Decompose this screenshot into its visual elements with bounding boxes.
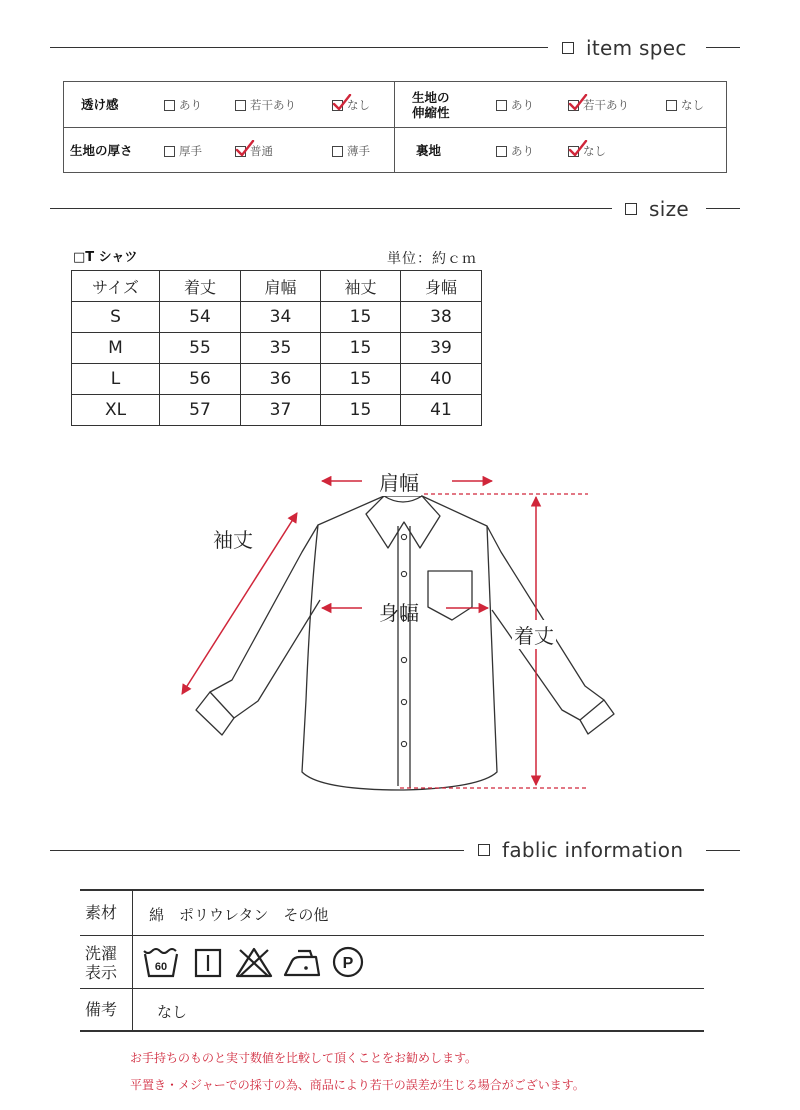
item-spec-table bbox=[63, 81, 727, 173]
no-bleach-icon bbox=[234, 945, 274, 979]
table-cell: 57 bbox=[160, 395, 241, 426]
care-label: 洗濯 表示 bbox=[85, 944, 118, 982]
spec-label-lining: 裏地 bbox=[416, 143, 442, 158]
option-lining-yes[interactable]: あり bbox=[496, 143, 534, 159]
material-value: 綿 ポリウレタン その他 bbox=[149, 906, 329, 924]
spec-label-thickness: 生地の厚さ bbox=[70, 143, 133, 158]
header-size: サイズ bbox=[72, 271, 160, 302]
table-cell: 15 bbox=[321, 302, 401, 333]
unit-label: 単位：約ｃｍ bbox=[387, 251, 477, 267]
label-sleeve-length: 袖丈 bbox=[213, 528, 253, 552]
option-stretch-slight[interactable]: 若干あり bbox=[568, 97, 629, 113]
table-cell: 41 bbox=[401, 395, 482, 426]
checkbox-icon[interactable] bbox=[164, 146, 175, 157]
table-cell: 15 bbox=[321, 333, 401, 364]
footer-note-1: お手持ちのものと実寸数値を比較して頂くことをお勧めします。 bbox=[130, 1051, 478, 1065]
tumble-dry-icon bbox=[193, 945, 223, 979]
option-stretch-yes[interactable]: あり bbox=[496, 97, 534, 113]
table-cell: 15 bbox=[321, 364, 401, 395]
table-cell: 56 bbox=[160, 364, 241, 395]
notes-label: 備考 bbox=[85, 1000, 118, 1019]
size-table-header bbox=[72, 271, 482, 302]
square-icon bbox=[625, 203, 637, 215]
table-cell: M bbox=[72, 333, 160, 364]
checkbox-icon[interactable] bbox=[332, 146, 343, 157]
size-table bbox=[71, 270, 482, 426]
spec-label-stretch: 生地の 伸縮性 bbox=[412, 90, 450, 120]
header-sleeve: 袖丈 bbox=[321, 271, 401, 302]
table-row bbox=[72, 302, 482, 333]
header-length: 着丈 bbox=[160, 271, 241, 302]
header-width: 身幅 bbox=[401, 271, 482, 302]
checkbox-checked-icon[interactable] bbox=[235, 146, 246, 157]
table-cell: 40 bbox=[401, 364, 482, 395]
iron-icon bbox=[282, 945, 326, 979]
size-heading: size bbox=[625, 197, 689, 221]
table-cell: 54 bbox=[160, 302, 241, 333]
table-cell: 36 bbox=[241, 364, 321, 395]
label-shoulder-width: 肩幅 bbox=[377, 467, 421, 496]
wash-temp: 60 bbox=[154, 961, 168, 973]
checkbox-icon[interactable] bbox=[496, 100, 507, 111]
option-thickness-thick[interactable]: 厚手 bbox=[164, 143, 202, 159]
shirt-diagram bbox=[0, 440, 800, 820]
table-cell: 15 bbox=[321, 395, 401, 426]
table-cell: 34 bbox=[241, 302, 321, 333]
table-row bbox=[72, 333, 482, 364]
checkbox-icon[interactable] bbox=[496, 146, 507, 157]
dry-clean-p-icon bbox=[331, 945, 365, 979]
checkbox-icon[interactable] bbox=[164, 100, 175, 111]
shirt-left-sleeve bbox=[210, 525, 320, 718]
option-thickness-thin[interactable]: 薄手 bbox=[332, 143, 370, 159]
table-cell: 37 bbox=[241, 395, 321, 426]
option-thickness-normal[interactable]: 普通 bbox=[235, 143, 273, 159]
size-table-caption: □T シャツ bbox=[73, 250, 138, 265]
header-shoulder: 肩幅 bbox=[241, 271, 321, 302]
item-spec-heading: item spec bbox=[562, 36, 687, 60]
label-total-length: 着丈 bbox=[512, 620, 556, 649]
table-cell: 39 bbox=[401, 333, 482, 364]
table-cell: XL bbox=[72, 395, 160, 426]
checkbox-checked-icon[interactable] bbox=[568, 100, 579, 111]
checkbox-checked-icon[interactable] bbox=[568, 146, 579, 157]
table-row bbox=[72, 395, 482, 426]
option-stretch-none[interactable]: なし bbox=[666, 97, 704, 113]
option-lining-no[interactable]: なし bbox=[568, 143, 606, 159]
checkbox-icon[interactable] bbox=[235, 100, 246, 111]
footer-note-2: 平置き・メジャーでの採寸の為、商品により若干の誤差が生じる場合がございます。 bbox=[130, 1078, 585, 1092]
square-icon bbox=[562, 42, 574, 54]
checkbox-checked-icon[interactable] bbox=[332, 100, 343, 111]
shirt-body bbox=[302, 496, 497, 790]
table-cell: 35 bbox=[241, 333, 321, 364]
table-cell: S bbox=[72, 302, 160, 333]
table-cell: L bbox=[72, 364, 160, 395]
label-body-width: 身幅 bbox=[379, 601, 419, 625]
spec-label-transparency: 透け感 bbox=[81, 97, 119, 112]
table-cell: 55 bbox=[160, 333, 241, 364]
option-transparency-slight[interactable]: 若干あり bbox=[235, 97, 296, 113]
checkbox-icon[interactable] bbox=[666, 100, 677, 111]
option-transparency-yes[interactable]: あり bbox=[164, 97, 202, 113]
notes-value: なし bbox=[157, 1003, 188, 1021]
table-row bbox=[72, 364, 482, 395]
wash-60-icon bbox=[142, 945, 180, 979]
table-cell: 38 bbox=[401, 302, 482, 333]
dryclean-letter: P bbox=[342, 955, 354, 972]
material-label: 素材 bbox=[85, 903, 118, 922]
option-transparency-none[interactable]: なし bbox=[332, 97, 370, 113]
square-icon bbox=[478, 844, 490, 856]
fabric-heading: fablic information bbox=[478, 838, 683, 862]
